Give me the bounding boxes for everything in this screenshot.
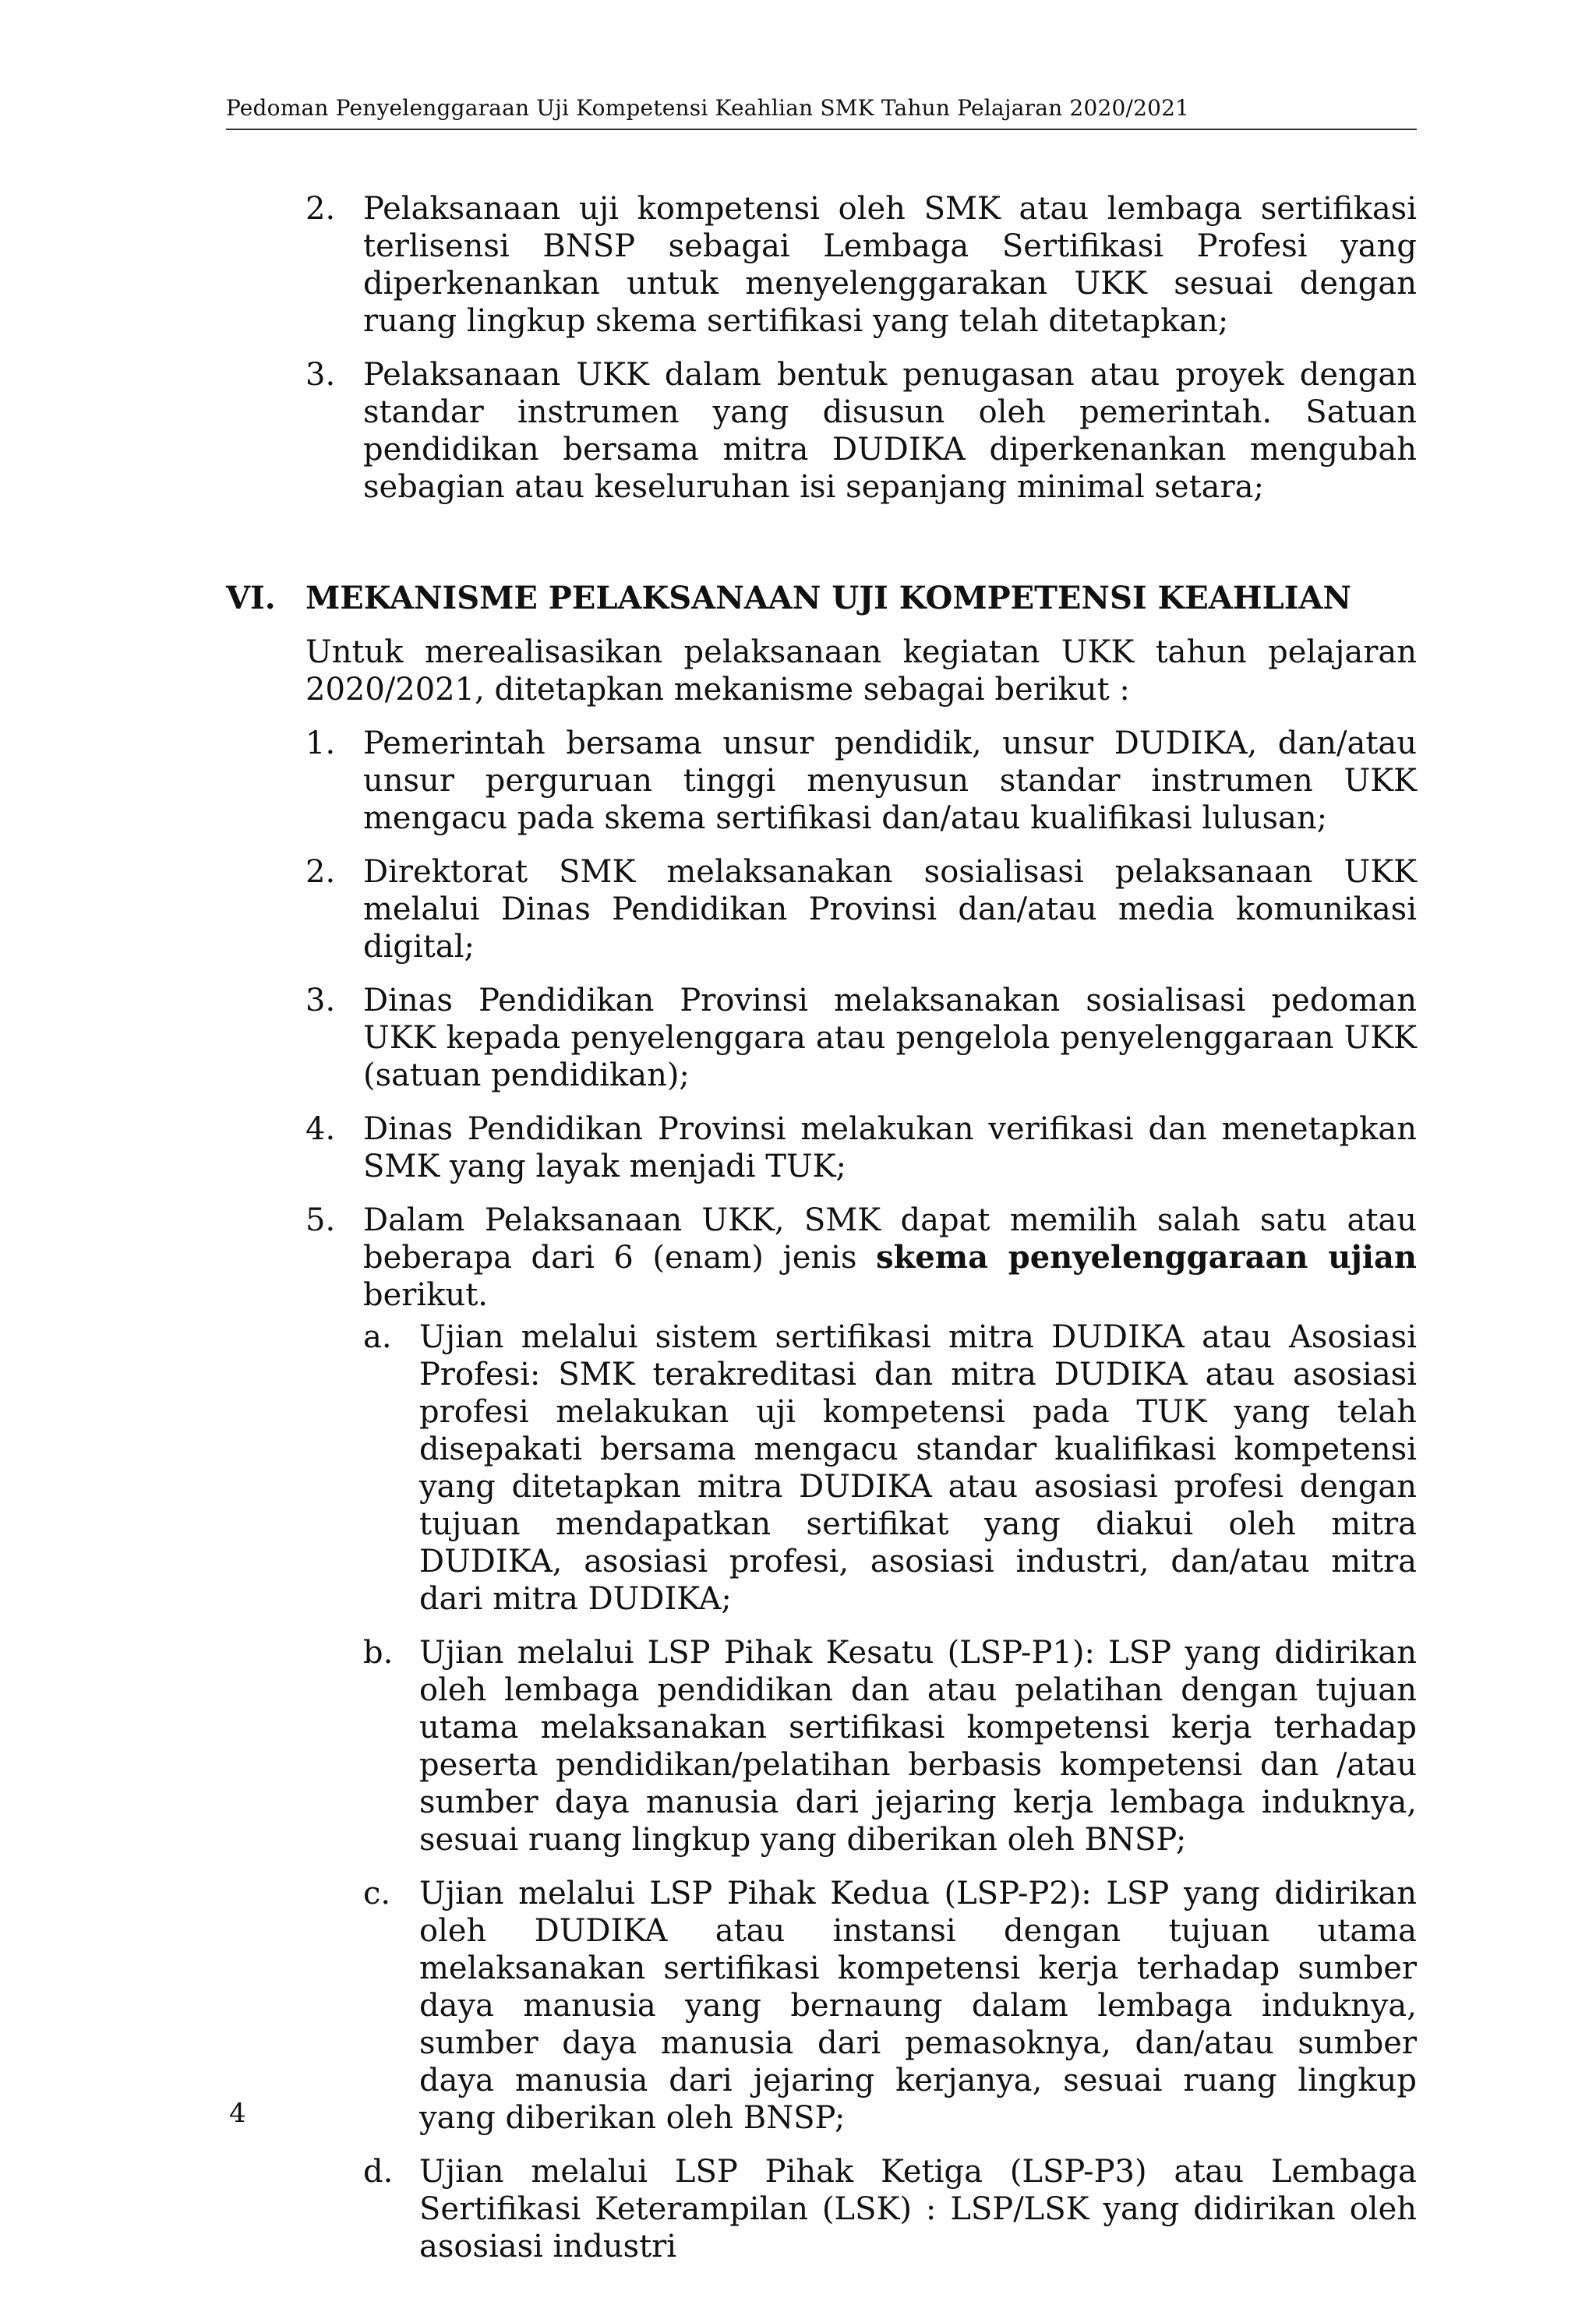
- item-text: Pelaksanaan UKK dalam bentuk penugasan atau proyek dengan standar instrumen yang disusun oleh pemerintah. Satuan pendidikan bersama mitra DUDIKA diperkenankan mengubah sebagian atau keseluruhan isi sepanjang minimal setara;: [363, 357, 1417, 505]
- item-number: 1.: [305, 725, 336, 761]
- subitem-letter: c.: [363, 1876, 391, 1911]
- emphasis-text: skema penyelenggaraan ujian: [876, 1239, 1417, 1276]
- running-header: Pedoman Penyelenggaraan Uji Kompetensi Keahlian SMK Tahun Pelajaran 2020/2021: [226, 95, 1417, 130]
- list-item: [305, 982, 1417, 1094]
- list-item: [305, 1110, 1417, 1185]
- subitem-text: Ujian melalui LSP Pihak Kesatu (LSP-P1): LSP yang didirikan oleh lembaga pendidikan dan atau pelatihan dengan tujuan utama melaksanakan sertifikasi kompetensi kerja terhadap peserta pendidikan/pelatihan berbasis kompetensi dan /atau sumber daya manusia dari jejaring kerja lembaga induknya, sesuai ruang lingkup yang diberikan oleh BNSP;: [419, 1635, 1417, 1858]
- subitem-text: Ujian melalui LSP Pihak Ketiga (LSP-P3) atau Lembaga Sertifikasi Keterampilan (LSK) : LSP/LSK yang didirikan oleh asosiasi industri: [419, 2154, 1417, 2264]
- section-number: VI.: [226, 580, 276, 616]
- subitem-text: Ujian melalui LSP Pihak Kedua (LSP-P2): LSP yang didirikan oleh DUDIKA atau instansi dengan tujuan utama melaksanakan sertifikasi kompetensi kerja terhadap sumber daya manusia yang bernaung dalam lembaga induknya, sumber daya manusia dari pemasoknya, dan/atau sumber daya manusia dari jejaring kerjanya, sesuai ruang lingkup yang diberikan oleh BNSP;: [419, 1876, 1417, 2136]
- item-text: Dinas Pendidikan Provinsi melakukan verifikasi dan menetapkan SMK yang layak menjadi TUK;: [363, 1111, 1417, 1184]
- item-text: Pelaksanaan uji kompetensi oleh SMK atau lembaga sertifikasi terlisensi BNSP sebagai Lembaga Sertifikasi Profesi yang diperkenankan untuk menyelenggarakan UKK sesuai dengan ruang lingkup skema sertifikasi yang telah ditetapkan;: [363, 191, 1417, 339]
- subitem-text: Ujian melalui sistem sertifikasi mitra DUDIKA atau Asosiasi Profesi: SMK terakreditasi dan mitra DUDIKA atau asosiasi profesi melakukan uji kompetensi pada TUK yang telah disepakati bersama mengacu standar kualifikasi kompetensi yang ditetapkan mitra DUDIKA atau asosiasi profesi dengan tujuan mendapatkan sertifikat yang diakui oleh mitra DUDIKA, asosiasi profesi, asosiasi industri, dan/atau mitra dari mitra DUDIKA;: [419, 1319, 1417, 1617]
- item-text: Dalam Pelaksanaan UKK, SMK dapat memilih salah satu atau beberapa dari 6 (enam) jenis: [363, 1202, 1417, 1276]
- list-item: [305, 356, 1417, 506]
- section-heading: [226, 580, 1417, 617]
- item-body: [363, 1202, 1417, 2282]
- item-number: 4.: [305, 1111, 336, 1147]
- item-text: Direktorat SMK melaksanakan sosialisasi pelaksanaan UKK melalui Dinas Pendidikan Provinsi dan/atau media komunikasi digital;: [363, 854, 1417, 965]
- item-text-end: berikut.: [363, 1277, 488, 1313]
- scheme-sublist: [363, 1318, 1417, 2265]
- section-vi: [226, 580, 1417, 2298]
- top-list: [305, 190, 1417, 522]
- item-text: Pemerintah bersama unsur pendidik, unsur DUDIKA, dan/atau unsur perguruan tinggi menyusun standar instrumen UKK mengacu pada skema sertifikasi dan/atau kualifikasi lulusan;: [363, 725, 1417, 836]
- page-number: 4: [229, 2098, 246, 2129]
- mechanism-list: [305, 725, 1417, 2282]
- section-title: MEKANISME PELAKSANAAN UJI KOMPETENSI KEAHLIAN: [305, 580, 1352, 616]
- item-number: 2.: [305, 854, 336, 890]
- item-text: Dinas Pendidikan Provinsi melaksanakan sosialisasi pedoman UKK kepada penyelenggara atau pengelola penyelenggaraan UKK (satuan pendidikan);: [363, 983, 1417, 1093]
- sublist-item: [363, 1634, 1417, 1859]
- list-item: [305, 190, 1417, 340]
- section-intro: Untuk merealisasikan pelaksanaan kegiatan UKK tahun pelajaran 2020/2021, ditetapkan mekanisme sebagai berikut :: [305, 634, 1417, 708]
- list-item-5: [305, 1202, 1417, 2282]
- list-item: [305, 725, 1417, 837]
- item-number: 5.: [305, 1202, 336, 1238]
- item-number: 3.: [305, 357, 336, 393]
- item-number: 3.: [305, 983, 336, 1018]
- list-item: [305, 853, 1417, 965]
- sublist-item: [363, 1318, 1417, 1618]
- subitem-letter: a.: [363, 1319, 392, 1355]
- subitem-letter: b.: [363, 1635, 394, 1671]
- sublist-item: [363, 2153, 1417, 2265]
- subitem-letter: d.: [363, 2154, 394, 2190]
- sublist-item: [363, 1875, 1417, 2137]
- item-number: 2.: [305, 191, 336, 227]
